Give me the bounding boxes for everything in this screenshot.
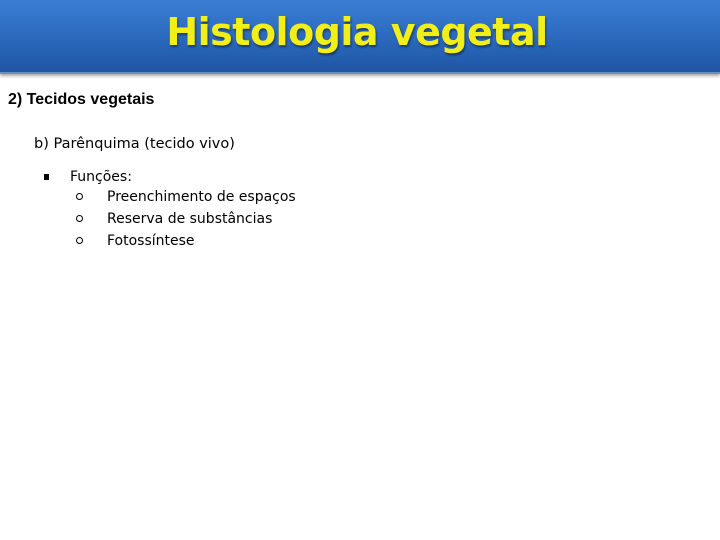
circle-bullet-icon	[76, 193, 83, 200]
bullet-label: Funções:	[70, 169, 132, 185]
section-heading: 2) Tecidos vegetais	[8, 91, 155, 108]
list-item-text: Fotossíntese	[107, 233, 195, 249]
list-item-text: Reserva de substâncias	[107, 211, 273, 227]
slide-title: Histologia vegetal	[166, 10, 548, 54]
list-item-text: Preenchimento de espaços	[107, 189, 296, 205]
subheading: b) Parênquima (tecido vivo)	[34, 136, 235, 152]
circle-bullet-icon	[76, 215, 83, 222]
title-bar	[0, 0, 720, 74]
square-bullet-icon	[44, 174, 49, 180]
circle-bullet-icon	[76, 237, 83, 244]
